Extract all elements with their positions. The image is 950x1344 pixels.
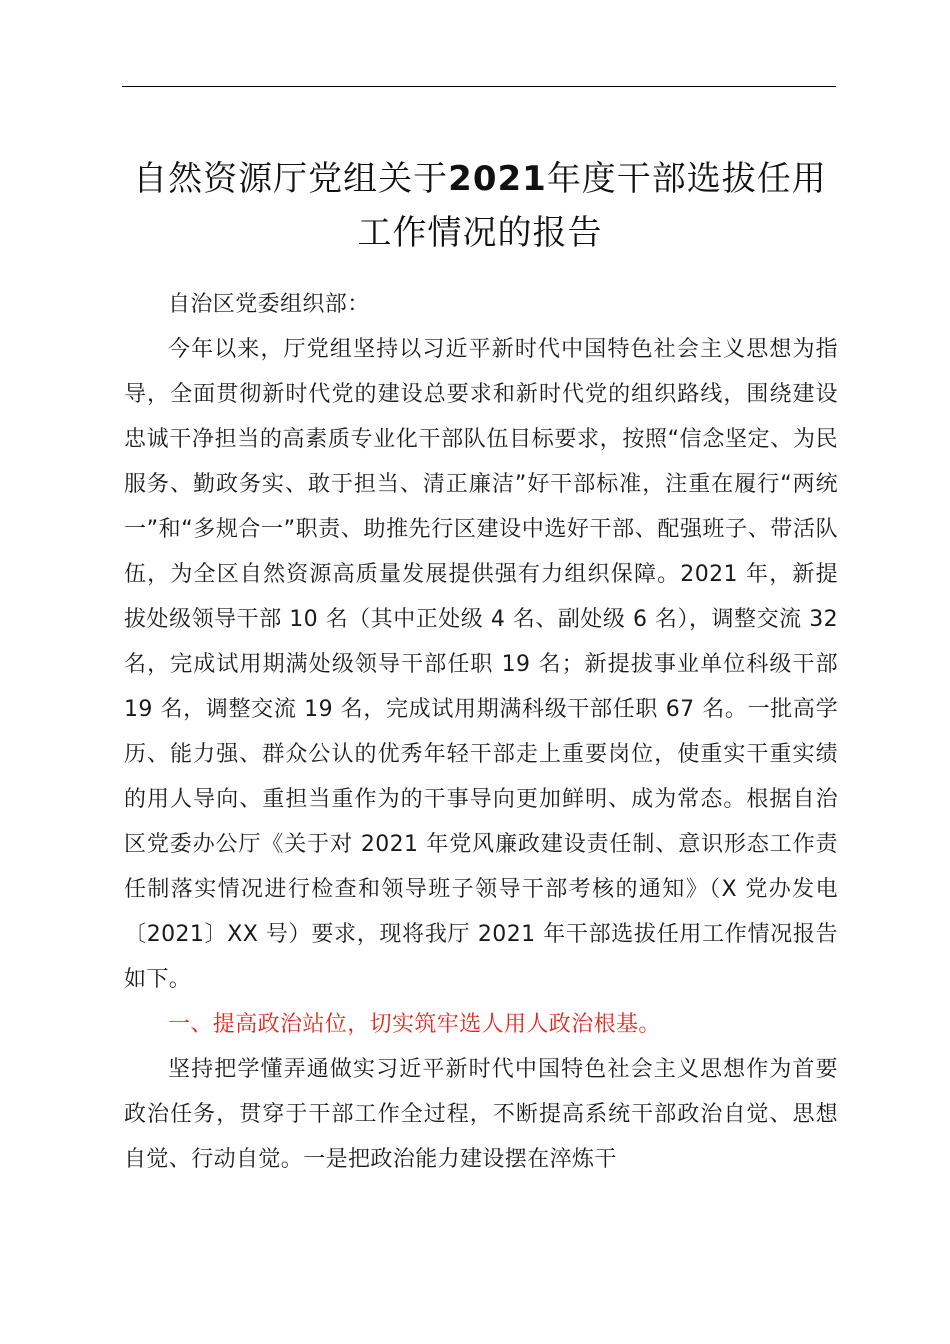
paragraph-intro: 今年以来，厅党组坚持以习近平新时代中国特色社会主义思想为指导，全面贯彻新时代党的建设总要求和新时代党的组织路线，围绕建设忠诚干净担当的高素质专业化干部队伍目标要求，按照“信念坚定、为民服务、勤政务实、敢于担当、清正廉洁”好干部标准，注重在履行“两统一”和“多规合一”职责、助推先行区建设中选好干部、配强班子、带活队伍，为全区自然资源高质量发展提供强有力组织保障。2021 年，新提拔处级领导干部 10 名（其中正处级 4 名、副处级 6 名），调整交流 32 名，完成试用期满处级领导干部任职 19 名；新提拔事业单位科级干部 19 名，调整交流 19 名，完成试用期满科级干部任职 67 名。一批高学历、能力强、群众公认的优秀年轻干部走上重要岗位，使重实干重实绩的用人导向、重担当重作为的干事导向更加鲜明、成为常态。根据自治区党委办公厅《关于对 2021 年党风廉政建设责任制、意识形态工作责任制落实情况进行检查和领导班子领导干部考核的通知》（X 党办发电〔2021〕XX 号）要求，现将我厅 2021 年干部选拔任用工作情况报告如下。 <box>124 337 838 992</box>
title-year: 2021 <box>448 159 547 199</box>
paragraph-section-1: 坚持把学懂弄通做实习近平新时代中国特色社会主义思想作为首要政治任务，贯穿于干部工作全过程，不断提高系统干部政治自觉、思想自觉、行动自觉。一是把政治能力建设摆在淬炼干 <box>124 1057 838 1172</box>
salutation: 自治区党委组织部： <box>168 292 370 317</box>
title-line-2: 工作情况的报告 <box>357 213 603 253</box>
section-heading-1: 一、提高政治站位，切实筑牢选人用人政治根基。 <box>168 1012 661 1037</box>
document-body <box>124 282 838 1182</box>
title-text-a: 自然资源厅党组关于 <box>133 159 449 199</box>
header-rule <box>122 86 836 87</box>
title-text-b: 年度干部选拔任用 <box>546 159 827 199</box>
title-line-1 <box>100 152 860 206</box>
document-title <box>100 152 860 260</box>
